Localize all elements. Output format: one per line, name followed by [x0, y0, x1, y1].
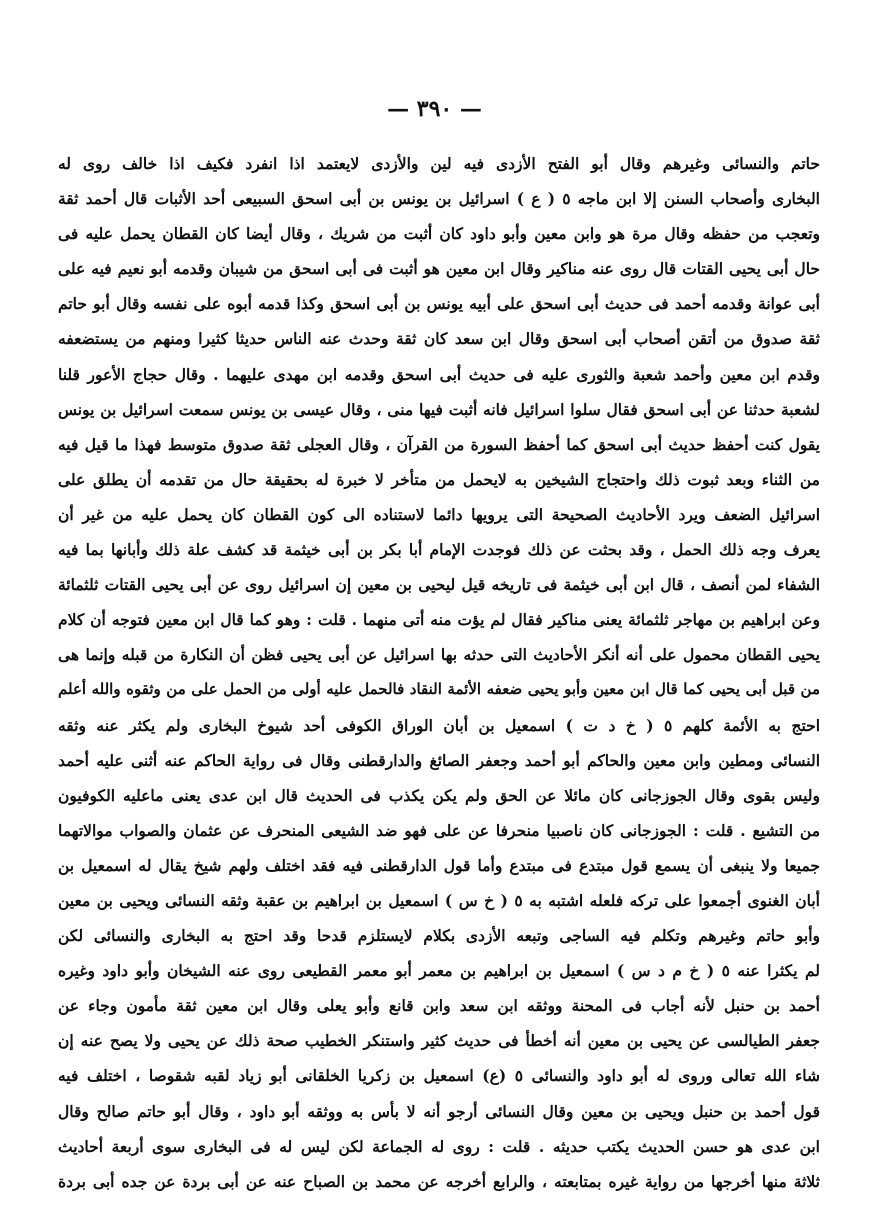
- text-line: النسائى ومطين وابن معين والحاكم أبو أحمد وجعفر الصائغ والدارقطنى وقال فى رواية الحاكم عنه أثنى عليه أحمد: [58, 750, 820, 770]
- text-line: وقدم ابن معين وأحمد شعبة والثورى عليه فى حديث أبى اسحق وقدمه ابن مهدى عليهما . وقال حجاج الأعور قلنا: [58, 364, 820, 384]
- text-line: وتعجب من حفظه وقال مرة هو وابن معين وأبو داود كان أثبت من شريك ، وقال أيضا كان القطان يحمل عليه فى: [58, 224, 820, 244]
- text-line: ثلاثة منها أخرجها من رواية غيره بمتابعته ، والرابع أخرجه عن محمد بن الصباح عنه عن أبى بردة عن جده أبى بردة: [58, 1171, 820, 1191]
- text-line: من التشيع . قلت : الجوزجانى كان ناصبيا منحرفا عن على فهو ضد الشيعى المنحرف عن عثمان والصواب موالاتهما: [58, 820, 820, 840]
- text-line: يعرف وجه ذلك الحمل ، وقد بحثت عن ذلك فوجدت الإمام أبا بكر بن أبى خيثمة قد كشف علة ذلك وأبانها بما فيه: [58, 540, 820, 560]
- text-line: أبان الغنوى أجمعوا على تركه فلعله اشتبه به ٥ ( خ س ) اسمعيل بن ابراهيم بن عقبة وثقه النسائى ويحيى بن معين: [58, 890, 820, 910]
- text-line: لشعبة حدثنا عن أبى اسحق فقال سلوا اسرائيل فانه أثبت فيها منى ، وقال عيسى بن يونس سمعت اسرائيل بن يونس: [58, 399, 820, 419]
- text-line: يقول كنت أحفظ حديث أبى اسحق كما أحفظ السورة من القرآن ، وقال العجلى ثقة صدوق متوسط فهذا ما قيل فيه: [58, 434, 820, 454]
- text-line: حاتم والنسائى وغيرهم وقال أبو الفتح الأزدى فيه لين والأزدى لايعتمد اذا انفرد فكيف اذا خالف روى له: [58, 154, 820, 173]
- text-line: أبى عوانة وقدمه أحمد فى حديث أبى اسحق على أبيه يونس بن أبى اسحق وكذا قدمه أبوه على نفسه وقال أبو حاتم: [58, 294, 820, 314]
- text-line: من الثناء وبعد ثبوت ذلك واحتجاج الشيخين به لايحمل من متأخر لا خبرة له بحقيقة حال من تقدمه أن يطلق على: [58, 469, 820, 489]
- text-line: حال أبى يحيى القتات قال روى عنه مناكير وقال ابن معين هو أثبت فى أبى اسحق من شيبان وقدمه أبو نعيم فيه على: [58, 259, 820, 279]
- text-line: يحيى القطان محمول على أنه أنكر الأحاديث التى حدثه بها اسرائيل عن أبى يحيى فظن أن النكارة من قبله وإنما هى: [58, 645, 820, 665]
- text-line: اسرائيل الضعف ويرد الأحاديث الصحيحة التى يرويها دائما لاستناده الى كون القطان كان يحمل عليه من غير أن: [58, 504, 820, 524]
- text-line: ثقة صدوق من أتقن أصحاب أبى اسحق وقال ابن سعد كان ثقة وحدث عنه الناس حديثا كثيرا ومنهم من يستضعفه: [58, 329, 820, 349]
- text-line: لم يكثرا عنه ٥ ( خ م د س ) اسمعيل بن ابراهيم بن معمر أبو معمر القطيعى روى عنه الشيخان وأبو داود وغيره: [58, 961, 820, 981]
- page-number: — ٣٩٠ —: [387, 96, 482, 122]
- text-line: احتج به الأئمة كلهم ٥ ( خ د ت ) اسمعيل بن أبان الوراق الكوفى أحد شيوخ البخارى ولم يكثر عنه وثقه: [58, 715, 820, 735]
- text-line: الشفاء لمن أنصف ، قال ابن أبى خيثمة فى تاريخه قيل ليحيى بن معين إن اسرائيل روى عن أبى يحيى القتات ثلثمائة: [58, 575, 820, 595]
- text-line: البخارى وأصحاب السنن إلا ابن ماجه ٥ ( ع ) اسرائيل بن يونس بن أبى اسحق السبيعى أحد الأثبات قال أحمد ثقة: [58, 189, 820, 209]
- text-line: شاء الله تعالى وروى له أبو داود والنسائى ٥ (ع) اسمعيل بن زكريا الخلقانى أبو زياد لقبه شقوصا ، اختلف فيه: [58, 1066, 820, 1086]
- text-line: وأبو حاتم وغيرهم وتكلم فيه الساجى وتبعه الأزدى بكلام لايستلزم قدحا وقد احتج به البخارى والنسائى لكن: [58, 926, 820, 946]
- text-line: جعفر الطيالسى عن يحيى بن معين أنه أخطأ فى حديث كثير واستنكر الخطيب صحة ذلك عن يحيى ولا يصح عنه إن: [58, 1031, 820, 1051]
- text-line: جميعا ولا ينبغى أن يسمع قول مبتدع فى مبتدع وأما قول الدارقطنى فيه فقد اختلف ولهم شيخ يقال له اسمعيل بن: [58, 855, 820, 875]
- text-line: ابن عدى هو حسن الحديث يكتب حديثه . قلت : روى له الجماعة لكن ليس له فى البخارى سوى أربعة أحاديث: [58, 1136, 820, 1156]
- text-line: وعن ابراهيم بن مهاجر ثلثمائة يعنى مناكير فقال لم يؤت منه أتى منهما . قلت : وهو كما قال ابن معين فتوجه أن كلام: [58, 610, 820, 630]
- text-line: قول أحمد بن حنبل ويحيى بن معين وقال النسائى أرجو أنه لا بأس به ووثقه أبو داود ، وقال أبو حاتم صالح وقال: [58, 1101, 820, 1121]
- text-line: أحمد بن حنبل لأنه أجاب فى المحنة ووثقه ابن سعد وابن قانع وأبو يعلى وقال ابن معين ثقة مأمون وجاء عن: [58, 996, 820, 1016]
- body-text: [58, 146, 820, 1199]
- text-line: وليس بقوى وقال الجوزجانى كان مائلا عن الحق ولم يكن يكذب فى الحديث قال ابن عدى يعنى ماعليه الكوفيون: [58, 785, 820, 805]
- text-line: من قبل أبى يحيى كما قال ابن معين وأبو يحيى ضعفه الأئمة النقاد فالحمل عليه أولى من الحمل على من وثقوه والله أعلم: [58, 680, 820, 699]
